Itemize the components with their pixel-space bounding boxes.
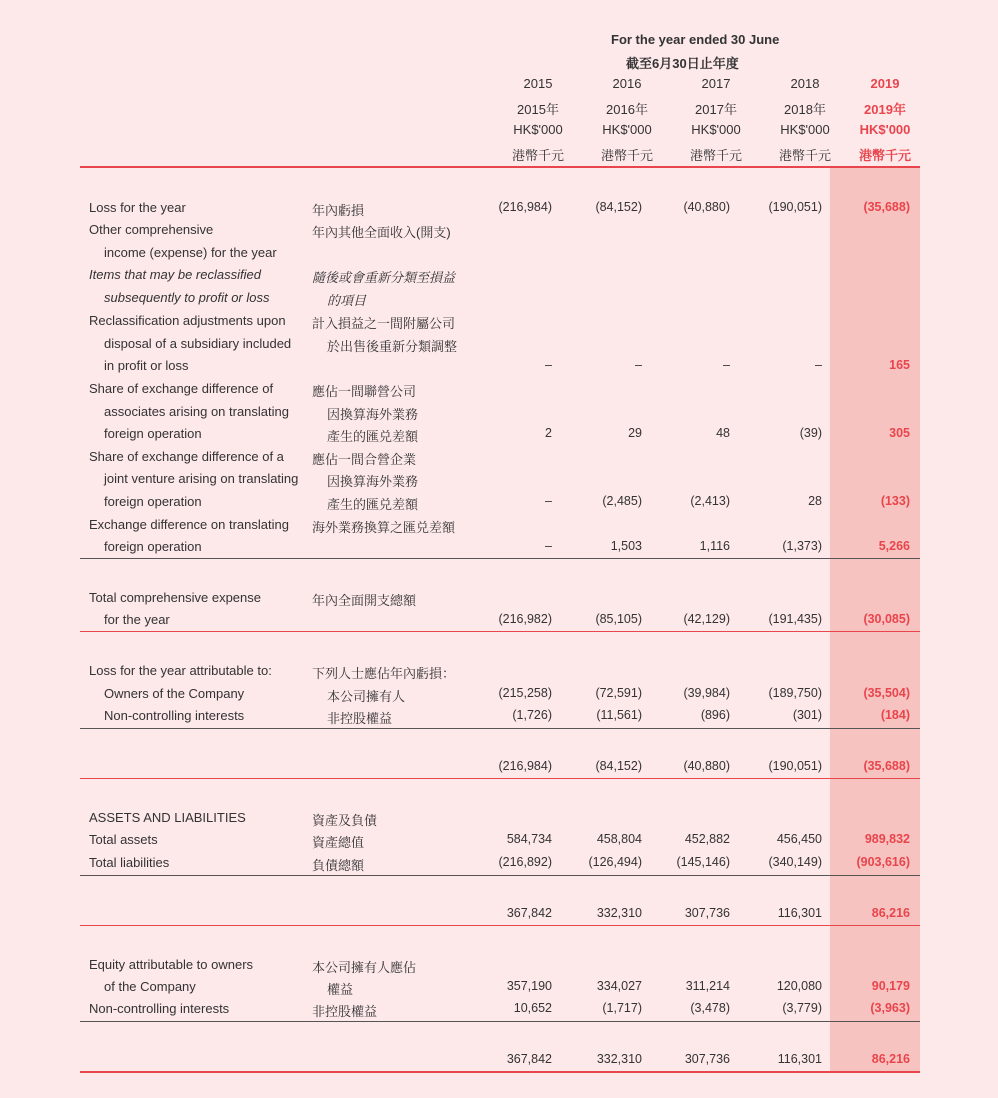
cell: 332,310 (596, 1052, 642, 1066)
row-label-zh: 海外業務換算之匯兑差額 (312, 520, 456, 535)
col-2016-year: 2016 (612, 76, 642, 91)
col-2019-year: 2019 (870, 76, 900, 91)
bottom-rule (80, 1071, 920, 1073)
cell: 29 (628, 426, 642, 440)
col-2015-unit-zh: 港幣千元 (511, 148, 564, 163)
cell: 5,266 (878, 539, 910, 553)
cell: 86,216 (871, 1052, 910, 1066)
col-2015-year: 2015 (523, 76, 553, 91)
col-2019-year-zh: 2019年 (864, 102, 906, 117)
row-label-zh: 資產及負債 (312, 813, 378, 828)
cell: (3,779) (782, 1001, 822, 1015)
row-label-zh: 因換算海外業務 (327, 474, 419, 489)
cell: 332,310 (596, 906, 642, 920)
cell: (3,963) (870, 1001, 910, 1015)
row-label: Loss for the year attributable to: (89, 663, 272, 678)
cell: (85,105) (595, 612, 642, 626)
cell: – (545, 358, 552, 372)
cell: 120,080 (776, 979, 822, 993)
row-label: foreign operation (104, 539, 202, 554)
row-label: Owners of the Company (104, 686, 245, 701)
row-label: foreign operation (104, 426, 202, 441)
row-label: for the year (104, 612, 170, 627)
row-label-zh: 非控股權益 (312, 1004, 378, 1019)
row-label: associates arising on translating (104, 404, 289, 419)
row-label-zh: 因換算海外業務 (327, 407, 419, 422)
row-label-zh: 年內其他全面收入(開支) (312, 225, 451, 240)
cell: 116,301 (777, 1052, 822, 1066)
cell: (40,880) (683, 759, 730, 773)
section-rule (80, 558, 920, 559)
row-label: Share of exchange difference of a (89, 449, 284, 464)
cell: (30,085) (863, 612, 910, 626)
cell: (216,984) (498, 200, 552, 214)
row-label: income (expense) for the year (104, 245, 277, 260)
col-2016-unit: HK$'000 (602, 122, 652, 137)
cell: 116,301 (777, 906, 822, 920)
cell: 307,736 (684, 906, 730, 920)
section-rule (80, 728, 920, 729)
cell: (84,152) (595, 759, 642, 773)
cell: (126,494) (588, 855, 642, 869)
cell: (72,591) (595, 686, 642, 700)
cell: (133) (880, 494, 910, 508)
cell: (84,152) (595, 200, 642, 214)
row-label-zh: 權益 (327, 982, 354, 997)
cell: 357,190 (506, 979, 552, 993)
col-2015-unit: HK$'000 (513, 122, 563, 137)
cell: – (635, 358, 642, 372)
cell: (1,726) (512, 708, 552, 722)
row-label: Share of exchange difference of (89, 381, 274, 396)
col-2018-unit-zh: 港幣千元 (778, 148, 831, 163)
col-2015-year-zh: 2015年 (517, 102, 559, 117)
cell: 1,503 (610, 539, 642, 553)
cell: (903,616) (856, 855, 910, 869)
cell: (216,982) (498, 612, 552, 626)
col-2018-year-zh: 2018年 (784, 102, 826, 117)
cell: (2,485) (602, 494, 642, 508)
cell: (216,984) (498, 759, 552, 773)
row-label: Total liabilities (89, 855, 170, 870)
row-label-zh: 應佔一間合營企業 (312, 452, 417, 467)
row-label: disposal of a subsidiary included (104, 336, 292, 351)
section-rule (80, 778, 920, 779)
row-label: in profit or loss (104, 358, 189, 373)
cell: (1,373) (782, 539, 822, 553)
row-label-zh: 於出售後重新分類調整 (327, 339, 458, 354)
row-label-zh: 產生的匯兑差額 (327, 429, 419, 444)
col-2017-year: 2017 (701, 76, 731, 91)
cell: (3,478) (690, 1001, 730, 1015)
row-label-zh: 非控股權益 (327, 711, 393, 726)
cell: – (545, 494, 552, 508)
cell: 452,882 (684, 832, 730, 846)
col-2016-unit-zh: 港幣千元 (600, 148, 653, 163)
row-label-zh: 的項目 (327, 293, 367, 308)
cell: (215,258) (498, 686, 552, 700)
cell: 334,027 (596, 979, 642, 993)
cell: 2 (545, 426, 552, 440)
cell: (190,051) (768, 200, 822, 214)
cell: 458,804 (596, 832, 642, 846)
cell: 28 (808, 494, 822, 508)
cell: 307,736 (684, 1052, 730, 1066)
cell: (189,750) (768, 686, 822, 700)
row-label: ASSETS AND LIABILITIES (89, 810, 246, 825)
cell: (184) (880, 708, 910, 722)
row-label-zh: 本公司擁有人應佔 (312, 960, 417, 975)
row-label: foreign operation (104, 494, 202, 509)
cell: (340,149) (768, 855, 822, 869)
cell: – (723, 358, 730, 372)
col-2018-year: 2018 (790, 76, 820, 91)
cell: 165 (889, 358, 910, 372)
cell: (42,129) (683, 612, 730, 626)
col-2019-unit-zh: 港幣千元 (858, 148, 911, 163)
cell: (145,146) (676, 855, 730, 869)
row-label: of the Company (104, 979, 196, 994)
row-label-zh: 年內虧損 (312, 203, 365, 218)
cell: 86,216 (871, 906, 910, 920)
cell: (896) (700, 708, 730, 722)
cell: (191,435) (768, 612, 822, 626)
row-label-zh: 下列人士應佔年內虧損： (312, 666, 456, 681)
row-label-zh: 負債總額 (312, 858, 365, 873)
cell: – (545, 539, 552, 553)
col-2017-unit-zh: 港幣千元 (689, 148, 742, 163)
cell: 584,734 (506, 832, 552, 846)
col-2017-year-zh: 2017年 (695, 102, 737, 117)
col-2016-year-zh: 2016年 (606, 102, 648, 117)
cell: – (815, 358, 822, 372)
cell: 367,842 (506, 1052, 552, 1066)
row-label-zh: 資產總值 (312, 835, 365, 850)
cell: 456,450 (776, 832, 822, 846)
row-label-zh: 隨後或會重新分類至損益 (312, 270, 456, 285)
row-label: Total assets (89, 832, 158, 847)
section-rule (80, 1021, 920, 1022)
cell: 305 (889, 426, 910, 440)
row-label-zh: 計入損益之一間附屬公司 (312, 316, 456, 331)
period-title-en: For the year ended 30 June (611, 32, 780, 47)
section-rule (80, 631, 920, 632)
cell: 48 (716, 426, 730, 440)
row-label: subsequently to profit or loss (104, 290, 270, 305)
cell: (35,688) (863, 759, 910, 773)
cell: (1,717) (602, 1001, 642, 1015)
row-label: Total comprehensive expense (89, 590, 261, 605)
cell: (190,051) (768, 759, 822, 773)
row-label: Non-controlling interests (89, 1001, 230, 1016)
col-2019-unit: HK$'000 (859, 122, 911, 137)
row-label: Items that may be reclassified (89, 267, 261, 282)
cell: (35,504) (863, 686, 910, 700)
section-rule (80, 925, 920, 926)
row-label-zh: 產生的匯兑差額 (327, 497, 419, 512)
col-2018-unit: HK$'000 (780, 122, 830, 137)
row-label: Equity attributable to owners (89, 957, 254, 972)
cell: 367,842 (506, 906, 552, 920)
period-title-zh: 截至6月30日止年度 (626, 56, 739, 71)
cell: (39,984) (683, 686, 730, 700)
cell: (301) (792, 708, 822, 722)
row-label: joint venture arising on translating (104, 471, 299, 486)
row-label-zh: 年內全面開支總額 (312, 593, 417, 608)
cell: (11,561) (596, 708, 642, 722)
row-label-zh: 本公司擁有人 (327, 689, 406, 704)
cell: (35,688) (863, 200, 910, 214)
row-label: Loss for the year (89, 200, 186, 215)
row-label: Non-controlling interests (104, 708, 245, 723)
cell: (2,413) (690, 494, 730, 508)
cell: 90,179 (871, 979, 910, 993)
cell: (216,892) (498, 855, 552, 869)
cell: 989,832 (864, 832, 910, 846)
cell: 1,116 (699, 539, 730, 553)
cell: (40,880) (683, 200, 730, 214)
row-label: Other comprehensive (89, 222, 214, 237)
col-2017-unit: HK$'000 (691, 122, 741, 137)
header-rule (80, 166, 920, 168)
cell: 10,652 (513, 1001, 552, 1015)
row-label: Exchange difference on translating (89, 517, 289, 532)
row-label-zh: 應佔一間聯營公司 (312, 384, 417, 399)
section-rule (80, 875, 920, 876)
cell: (39) (799, 426, 822, 440)
cell: 311,214 (685, 979, 730, 993)
row-label: Reclassification adjustments upon (89, 313, 286, 328)
